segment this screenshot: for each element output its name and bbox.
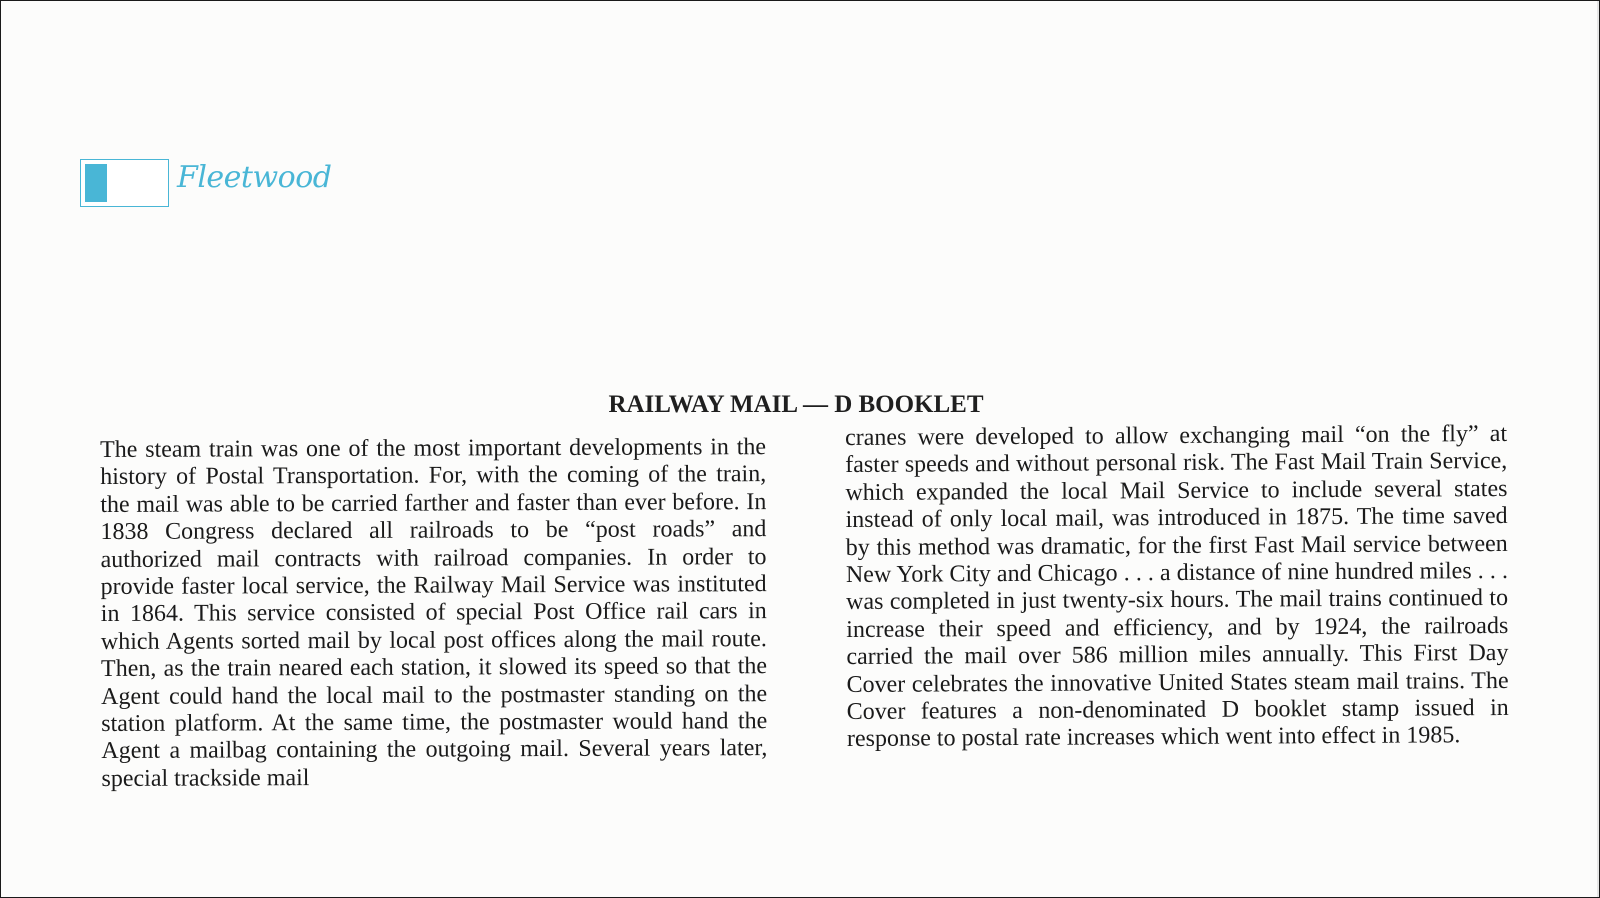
fleetwood-logo-text: Fleetwood [177, 160, 332, 195]
page-title: RAILWAY MAIL — D BOOKLET [608, 391, 984, 418]
logo-color-block [85, 164, 107, 202]
fleetwood-logo-icon [80, 159, 169, 207]
body-text-left-column: The steam train was one of the most important developments in the history of Postal Transportation. For, with the coming of the train, the mail was able to be carried farther and faster than ever before. In 1838 Congress declared all railroads to be “post roads” and authorized mail contracts with railroad companies. In order to provide faster local service, the Railway Mail Service was instituted in 1864. This service consisted of special Post Office rail cars in which Agents sorted mail by local post offices along the mail route. Then, as the train neared each station, it slowed its speed so that the Agent could hand the local mail to the postmaster standing on the station platform. At the same time, the postmaster would hand the Agent a mailbag containing the outgoing mail. Several years later, special trackside mail [100, 434, 768, 792]
envelope-edge [1557, 1, 1599, 897]
body-text-right-column: cranes were developed to allow exchanging mail “on the fly” at faster speeds and without personal risk. The Fast Mail Train Service, which expanded the local Mail Service to include several states instead of only local mail, was introduced in 1875. The time saved by this method was dramatic, for the first Fast Mail service between New York City and Chicago . . . a distance of nine hundred miles . . . was completed in just twenty-six hours. The mail trains continued to increase their speed and efficiency, and by 1924, the railroads carried the mail over 586 million miles annually. This First Day Cover celebrates the innovative United States steam mail trains. The Cover features a non-denominated D booklet stamp issued in response to postal rate increases which went into effect in 1985. [845, 420, 1509, 753]
